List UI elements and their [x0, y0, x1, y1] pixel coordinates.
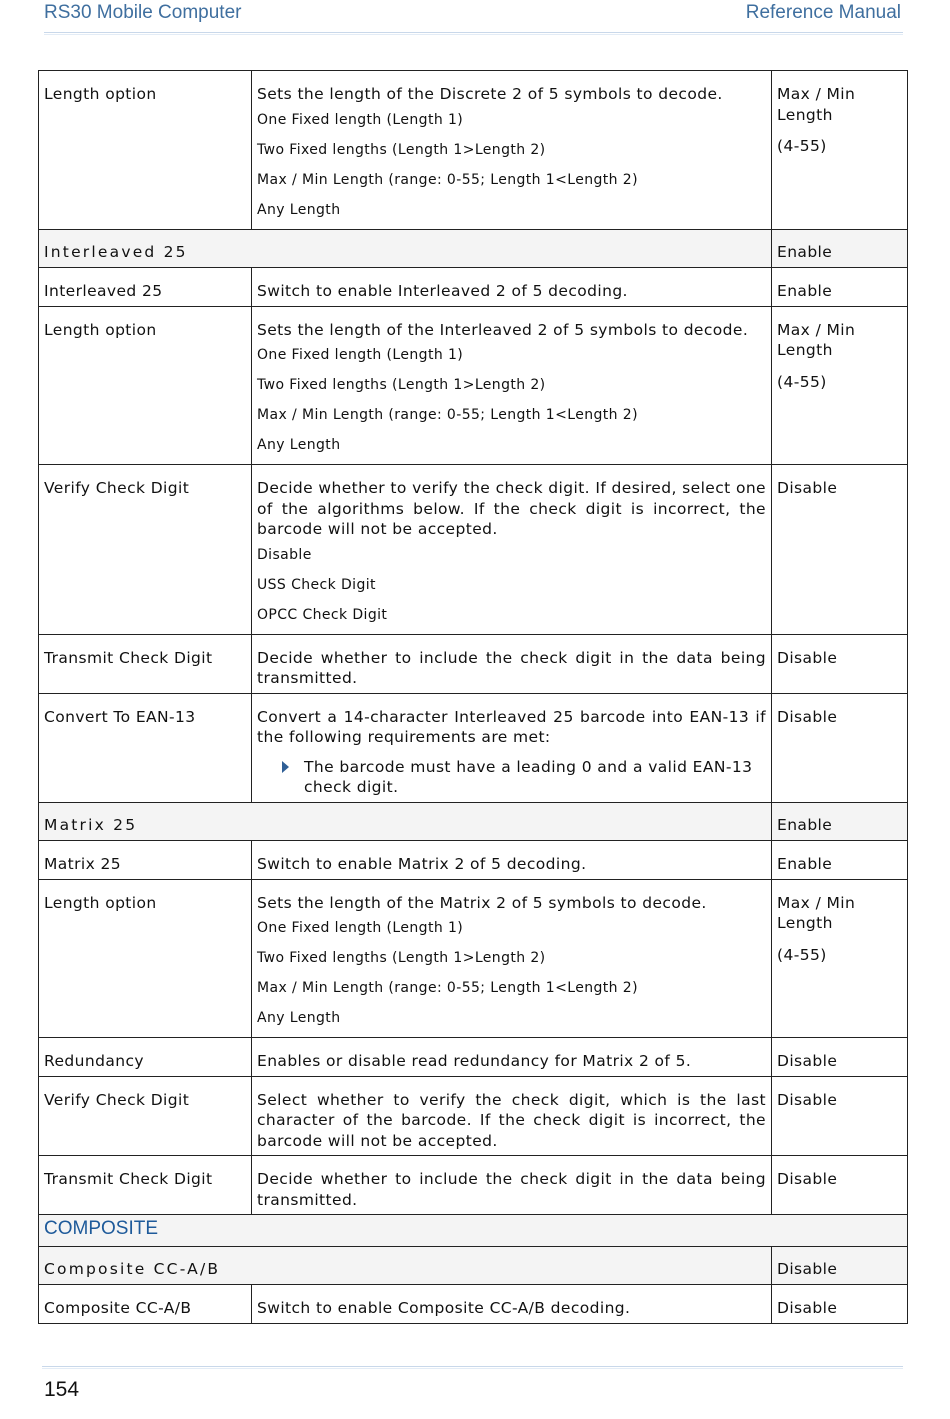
default-value-line: Disable	[777, 707, 838, 726]
default-value-line: Max / Min Length	[777, 85, 856, 124]
table-row	[39, 71, 908, 230]
section-default-cell: Enable	[772, 802, 908, 841]
description-text: Convert a 14-character Interleaved 25 barcode into EAN-13 if the following requirements are met:	[257, 707, 766, 746]
bullet-text: The barcode must have a leading 0 and a valid EAN-13 check digit.	[304, 757, 753, 796]
default-value	[772, 1076, 908, 1156]
parameter-description	[252, 879, 772, 1038]
parameter-description	[252, 1156, 772, 1215]
parameter-description	[252, 634, 772, 693]
option-item: Max / Min Length (range: 0-55; Length 1<Length 2)	[257, 980, 638, 996]
parameter-name: Composite CC-A/B	[39, 1285, 252, 1324]
page-number: 154	[44, 1378, 80, 1401]
option-item: Any Length	[257, 1010, 341, 1026]
table-row	[39, 1076, 908, 1156]
settings-table	[38, 70, 908, 1324]
footer-rule-secondary	[42, 1368, 903, 1369]
default-value-line: Enable	[777, 282, 833, 300]
default-value	[772, 1156, 908, 1215]
default-value	[772, 71, 908, 230]
default-value-line: Disable	[777, 648, 838, 667]
option-item: Disable	[257, 546, 312, 563]
parameter-name: Convert To EAN-13	[39, 693, 252, 802]
parameter-name: Verify Check Digit	[39, 1076, 252, 1156]
group-heading: COMPOSITE	[44, 1218, 159, 1239]
description-text: Switch to enable Interleaved 2 of 5 decoding.	[257, 282, 628, 300]
table-row	[39, 634, 908, 693]
table-row	[39, 879, 908, 1038]
parameter-description	[252, 841, 772, 880]
header-manual-title: Reference Manual	[745, 2, 901, 23]
footer-rule	[42, 1366, 903, 1367]
table-row	[39, 802, 908, 841]
description-text: Sets the length of the Discrete 2 of 5 symbols to decode.	[257, 85, 723, 103]
table-row	[39, 229, 908, 268]
default-value	[772, 465, 908, 635]
section-heading-cell: Interleaved 25	[39, 229, 772, 268]
option-item: Two Fixed lengths (Length 1>Length 2)	[257, 141, 546, 158]
bullet-item	[257, 748, 766, 798]
option-item: OPCC Check Digit	[257, 606, 388, 623]
option-item: One Fixed length (Length 1)	[257, 920, 464, 936]
table-row	[39, 306, 908, 465]
default-value-line: (4-55)	[777, 945, 827, 964]
table-row	[39, 1246, 908, 1285]
default-value-line: Max / Min Length	[777, 893, 856, 932]
parameter-description	[252, 268, 772, 307]
triangle-bullet-icon	[282, 761, 289, 773]
default-value-line: Max / Min Length	[777, 320, 856, 359]
parameter-name: Interleaved 25	[39, 268, 252, 307]
option-item: USS Check Digit	[257, 576, 376, 593]
description-text: Select whether to verify the check digit, which is the last character of the barcode. If the check digit is incorrect, the barcode will not be accepted.	[257, 1090, 766, 1150]
header-rule	[44, 32, 903, 33]
description-text: Decide whether to include the check digit in the data being transmitted.	[257, 1170, 766, 1209]
table-row	[39, 1038, 908, 1077]
default-value	[772, 634, 908, 693]
default-value	[772, 1038, 908, 1077]
parameter-description	[252, 1038, 772, 1077]
description-text: Decide whether to verify the check digit. If desired, select one of the algorithms below. If the check digit is incorrect, the barcode will not be accepted.	[257, 479, 766, 538]
table-row	[39, 841, 908, 880]
table-row	[39, 693, 908, 802]
section-heading-cell: Composite CC-A/B	[39, 1246, 772, 1285]
parameter-name: Matrix 25	[39, 841, 252, 880]
parameter-name: Verify Check Digit	[39, 465, 252, 635]
group-heading-cell	[39, 1215, 908, 1247]
page-header	[44, 0, 901, 30]
default-value	[772, 693, 908, 802]
parameter-name: Length option	[39, 879, 252, 1038]
description-text: Decide whether to include the check digit in the data being transmitted.	[257, 648, 766, 687]
parameter-description	[252, 1076, 772, 1156]
table-row	[39, 465, 908, 635]
header-rule-secondary	[44, 34, 903, 35]
default-value-line: (4-55)	[777, 137, 827, 155]
default-value-line: (4-55)	[777, 372, 827, 391]
description-text: Switch to enable Matrix 2 of 5 decoding.	[257, 855, 587, 873]
table-row	[39, 1285, 908, 1324]
default-value	[772, 306, 908, 465]
default-value	[772, 879, 908, 1038]
default-value	[772, 268, 908, 307]
parameter-description	[252, 1285, 772, 1324]
description-text: Switch to enable Composite CC-A/B decoding.	[257, 1299, 631, 1317]
description-text: Enables or disable read redundancy for Matrix 2 of 5.	[257, 1052, 692, 1070]
table-row	[39, 1215, 908, 1247]
parameter-description	[252, 465, 772, 635]
section-default-cell: Disable	[772, 1246, 908, 1285]
table-row	[39, 268, 908, 307]
parameter-name: Length option	[39, 306, 252, 465]
parameter-description	[252, 71, 772, 230]
default-value-line: Enable	[777, 855, 833, 873]
parameter-description	[252, 693, 772, 802]
default-value-line: Disable	[777, 1090, 838, 1109]
parameter-name: Length option	[39, 71, 252, 230]
parameter-name: Transmit Check Digit	[39, 1156, 252, 1215]
option-item: Two Fixed lengths (Length 1>Length 2)	[257, 950, 546, 966]
table-row	[39, 1156, 908, 1215]
default-value-line: Disable	[777, 479, 838, 497]
default-value-line: Disable	[777, 1170, 838, 1188]
default-value-line: Disable	[777, 1052, 838, 1070]
parameter-name: Redundancy	[39, 1038, 252, 1077]
parameter-description	[252, 306, 772, 465]
section-default-cell: Enable	[772, 229, 908, 268]
header-product-title: RS30 Mobile Computer	[44, 2, 242, 23]
option-item: One Fixed length (Length 1)	[257, 347, 464, 363]
section-heading-cell: Matrix 25	[39, 802, 772, 841]
option-item: Max / Min Length (range: 0-55; Length 1<Length 2)	[257, 407, 638, 423]
option-item: Two Fixed lengths (Length 1>Length 2)	[257, 377, 546, 393]
option-item: Any Length	[257, 201, 341, 218]
default-value	[772, 1285, 908, 1324]
default-value-line: Disable	[777, 1299, 838, 1317]
option-item: One Fixed length (Length 1)	[257, 111, 464, 128]
option-item: Max / Min Length (range: 0-55; Length 1<Length 2)	[257, 171, 638, 188]
settings-table-body	[39, 71, 908, 1324]
description-text: Sets the length of the Matrix 2 of 5 symbols to decode.	[257, 893, 707, 912]
option-item: Any Length	[257, 437, 341, 453]
default-value	[772, 841, 908, 880]
description-text: Sets the length of the Interleaved 2 of 5 symbols to decode.	[257, 320, 749, 339]
parameter-name: Transmit Check Digit	[39, 634, 252, 693]
